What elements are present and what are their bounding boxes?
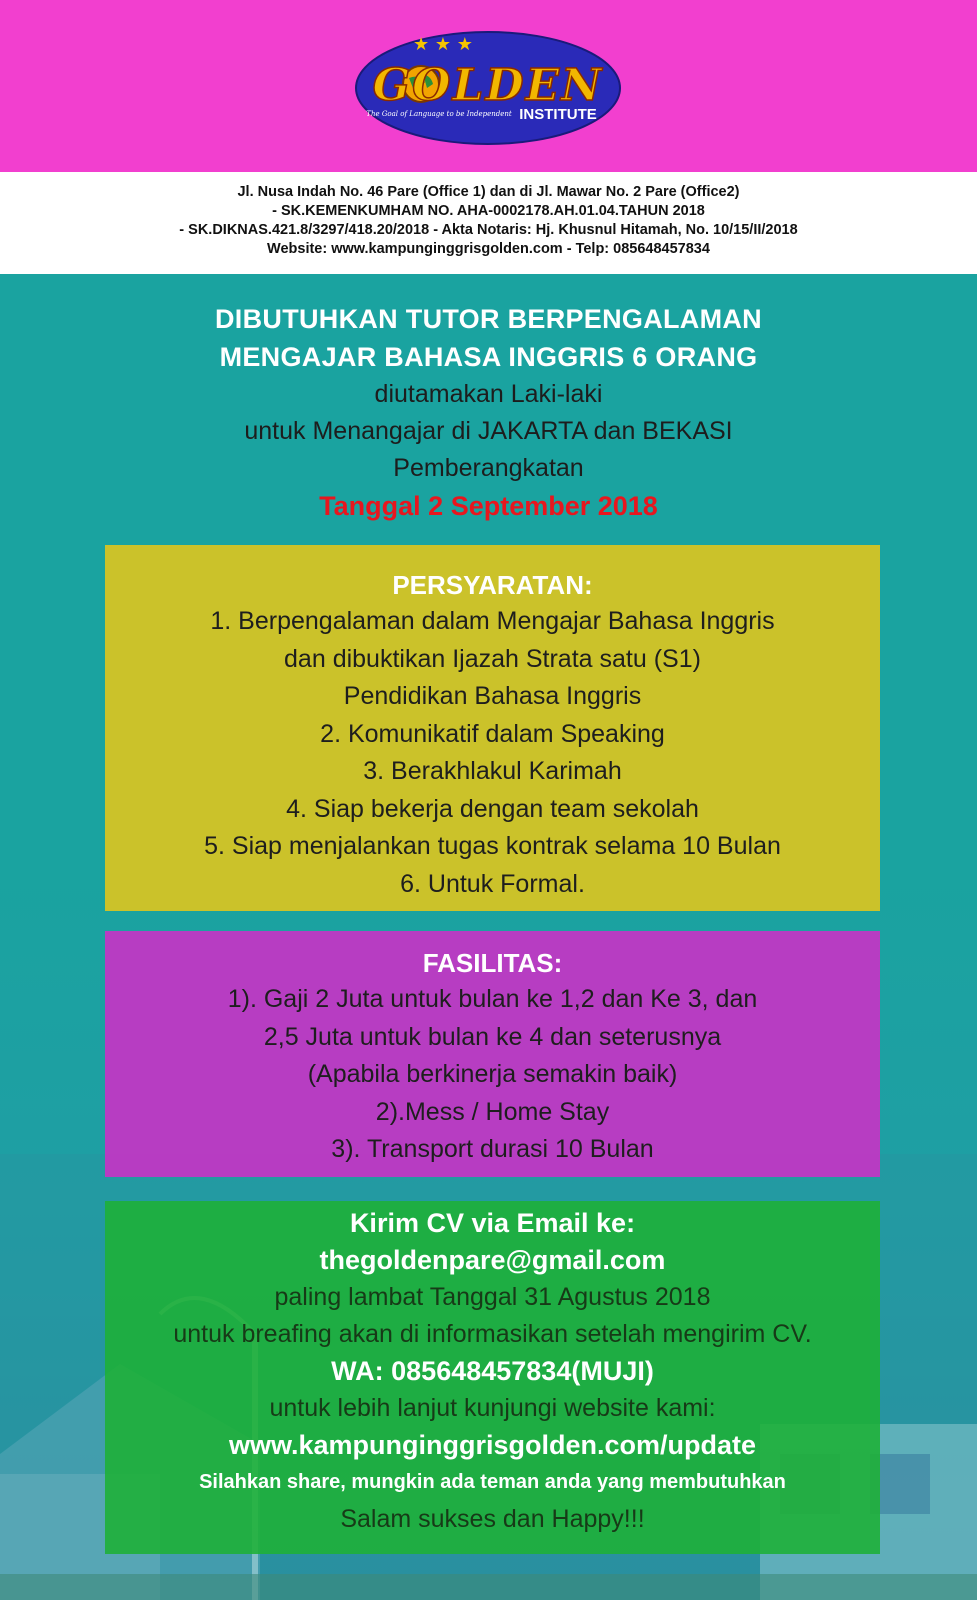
intro-sub-2: untuk Menangajar di JAKARTA dan BEKASI bbox=[244, 417, 733, 445]
contact-closing: Salam sukses dan Happy!!! bbox=[340, 1505, 645, 1533]
requirement-line: Pendidikan Bahasa Inggris bbox=[343, 682, 642, 710]
logo-name: GOLDEN bbox=[372, 60, 604, 111]
facilities-box bbox=[105, 931, 880, 1177]
address-block bbox=[0, 172, 977, 274]
logo-tagline: The Goal of Language to be Independent bbox=[366, 110, 512, 118]
facility-line: 1). Gaji 2 Juta untuk bulan ke 1,2 dan Ke 3, dan bbox=[227, 985, 758, 1013]
contact-email: thegoldenpare@gmail.com bbox=[319, 1245, 666, 1275]
departure-date: Tanggal 2 September 2018 bbox=[319, 491, 658, 521]
requirement-line: 3. Berakhlakul Karimah bbox=[363, 757, 622, 785]
facilities-title: FASILITAS: bbox=[422, 948, 563, 978]
address-line-4: Website: www.kampunginggrisgolden.com - Telp: 085648457834 bbox=[267, 241, 710, 257]
golden-institute-logo bbox=[353, 26, 623, 146]
logo-institute: INSTITUTE bbox=[519, 106, 597, 123]
requirements-box bbox=[105, 545, 880, 911]
requirement-line: 6. Untuk Formal. bbox=[400, 869, 585, 898]
contact-whatsapp: WA: 085648457834(MUJI) bbox=[331, 1356, 654, 1386]
facility-line: 2).Mess / Home Stay bbox=[375, 1097, 610, 1126]
contact-title: Kirim CV via Email ke: bbox=[349, 1208, 636, 1238]
address-line-1: Jl. Nusa Indah No. 46 Pare (Office 1) dan di Jl. Mawar No. 2 Pare (Office2) bbox=[237, 184, 740, 200]
requirement-line: 2. Komunikatif dalam Speaking bbox=[320, 719, 665, 748]
contact-box bbox=[105, 1201, 880, 1554]
contact-deadline: paling lambat Tanggal 31 Agustus 2018 bbox=[274, 1283, 711, 1311]
facility-line: (Apabila berkinerja semakin baik) bbox=[307, 1060, 678, 1088]
requirement-line: 4. Siap bekerja dengan team sekolah bbox=[286, 794, 699, 823]
header-banner bbox=[0, 0, 977, 172]
requirements-title: PERSYARATAN: bbox=[392, 570, 593, 600]
intro-sub-1: diutamakan Laki-laki bbox=[374, 380, 603, 408]
contact-share: Silahkan share, mungkin ada teman anda yang membutuhkan bbox=[199, 1471, 786, 1493]
requirement-line: dan dibuktikan Ijazah Strata satu (S1) bbox=[284, 644, 701, 673]
intro-section bbox=[0, 300, 977, 525]
requirement-line: 5. Siap menjalankan tugas kontrak selama 10 Bulan bbox=[204, 832, 781, 860]
contact-briefing: untuk breafing akan di informasikan setelah mengirim CV. bbox=[173, 1320, 812, 1348]
address-line-2: - SK.KEMENKUMHAM NO. AHA-0002178.AH.01.04.TAHUN 2018 bbox=[272, 203, 705, 219]
headline-line-2: MENGAJAR BAHASA INGGRIS 6 ORANG bbox=[219, 342, 758, 372]
headline-line-1: DIBUTUHKAN TUTOR BERPENGALAMAN bbox=[215, 304, 762, 334]
contact-website: www.kampunginggrisgolden.com/update bbox=[228, 1430, 757, 1460]
address-line-3: - SK.DIKNAS.421.8/3297/418.20/2018 - Akta Notaris: Hj. Khusnul Hitamah, No. 10/15/II/2018 bbox=[179, 222, 798, 238]
svg-text:★ ★ ★: ★ ★ ★ bbox=[413, 34, 473, 55]
facility-line: 2,5 Juta untuk bulan ke 4 dan seterusnya bbox=[263, 1022, 722, 1051]
contact-visit: untuk lebih lanjut kunjungi website kami: bbox=[269, 1394, 716, 1422]
intro-sub-3: Pemberangkatan bbox=[393, 454, 584, 482]
requirement-line: 1. Berpengalaman dalam Mengajar Bahasa Inggris bbox=[210, 607, 775, 635]
facility-line: 3). Transport durasi 10 Bulan bbox=[331, 1135, 654, 1163]
